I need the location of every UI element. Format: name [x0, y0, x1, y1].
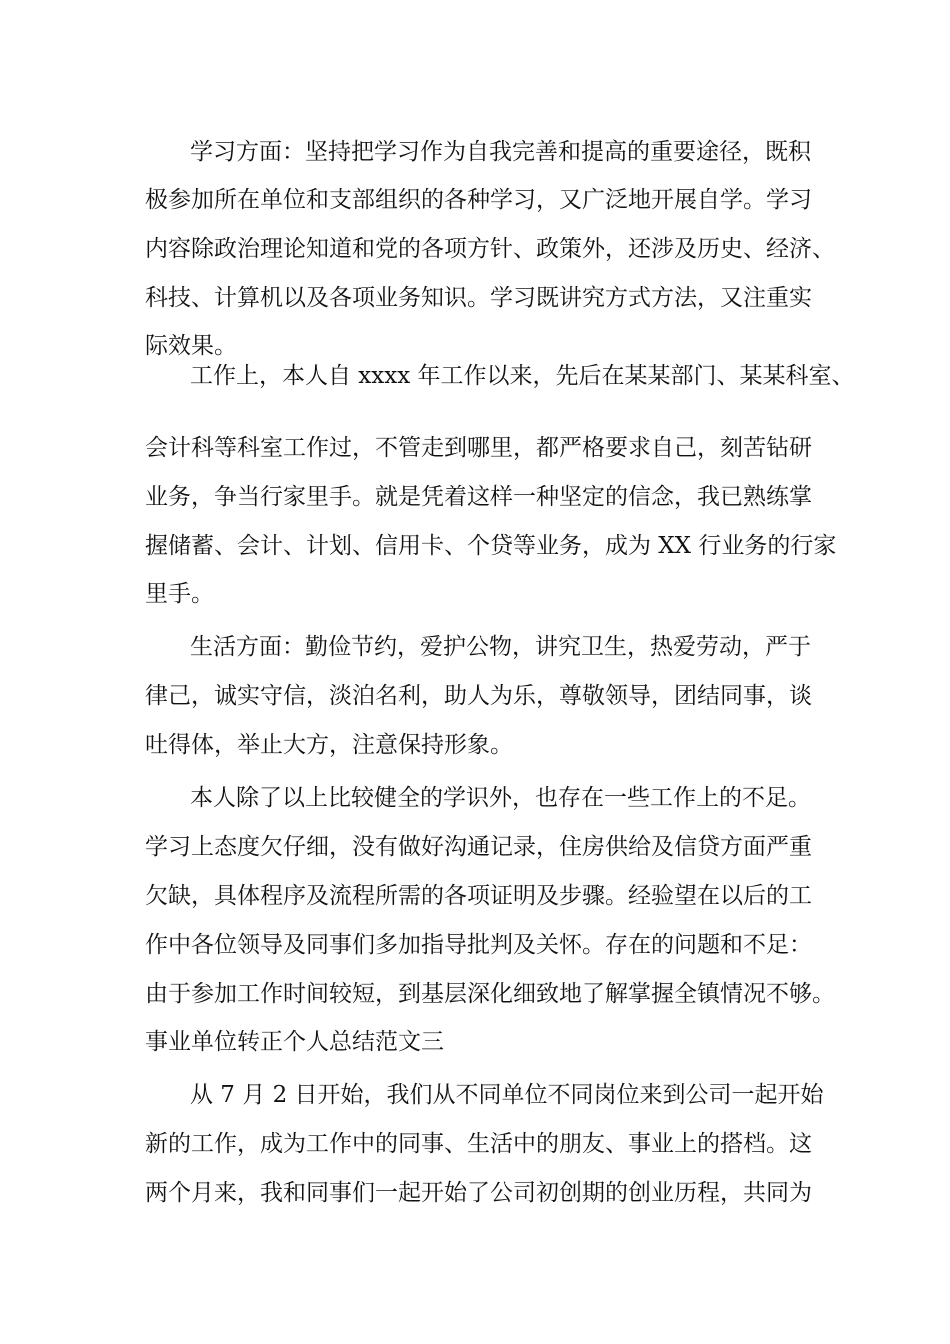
paragraph-shortcomings-line-2: 学习上态度欠仔细，没有做好沟通记录，住房供给及信贷方面严重: [145, 834, 812, 860]
paragraph-study-line-5: 际效果。: [145, 333, 237, 359]
paragraph-study-line-1: 学习方面：坚持把学习作为自我完善和提高的重要途径，既积: [190, 139, 811, 165]
paragraph-start-line-3: 两个月来，我和同事们一起开始了公司初创期的创业历程，共同为: [145, 1180, 812, 1206]
paragraph-work-line-4: 握储蓄、会计、计划、信用卡、个贷等业务，成为 XX 行业务的行家: [145, 533, 837, 559]
paragraph-life-line-3: 吐得体，举止大方，注意保持形象。: [145, 732, 513, 758]
paragraph-study-line-2: 极参加所在单位和支部组织的各种学习，又广泛地开展自学。学习: [145, 187, 812, 213]
paragraph-work-line-3: 业务，争当行家里手。就是凭着这样一种坚定的信念，我已熟练掌: [145, 484, 812, 510]
paragraph-life-line-1: 生活方面：勤俭节约，爱护公物，讲究卫生，热爱劳动，严于: [190, 634, 811, 660]
paragraph-work-line-5: 里手。: [145, 581, 214, 607]
paragraph-study-line-3: 内容除政治理论知道和党的各项方针、政策外，还涉及历史、经济、: [145, 236, 835, 262]
paragraph-shortcomings-line-1: 本人除了以上比较健全的学识外，也存在一些工作上的不足。: [190, 785, 811, 811]
paragraph-shortcomings-line-3: 欠缺，具体程序及流程所需的各项证明及步骤。经验望在以后的工: [145, 883, 812, 909]
paragraph-start-line-2: 新的工作，成为工作中的同事、生活中的朋友、事业上的搭档。这: [145, 1131, 812, 1157]
paragraph-shortcomings-line-5: 由于参加工作时间较短，到基层深化细致地了解掌握全镇情况不够。: [145, 981, 835, 1007]
paragraph-study-line-4: 科技、计算机以及各项业务知识。学习既讲究方式方法，又注重实: [145, 285, 812, 311]
paragraph-work-line-1: 工作上，本人自 xxxx 年工作以来，先后在某某部门、某某科室、: [190, 363, 855, 389]
paragraph-start-line-1: 从 7 月 2 日开始，我们从不同单位不同岗位来到公司一起开始: [190, 1082, 824, 1108]
paragraph-work-line-2: 会计科等科室工作过，不管走到哪里，都严格要求自己，刻苦钻研: [145, 435, 812, 461]
paragraph-life-line-2: 律己，诚实守信，淡泊名利，助人为乐，尊敬领导，团结同事，谈: [145, 683, 812, 709]
section-heading: 事业单位转正个人总结范文三: [145, 1029, 444, 1055]
paragraph-shortcomings-line-4: 作中各位领导及同事们多加指导批判及关怀。存在的问题和不足：: [145, 932, 812, 958]
